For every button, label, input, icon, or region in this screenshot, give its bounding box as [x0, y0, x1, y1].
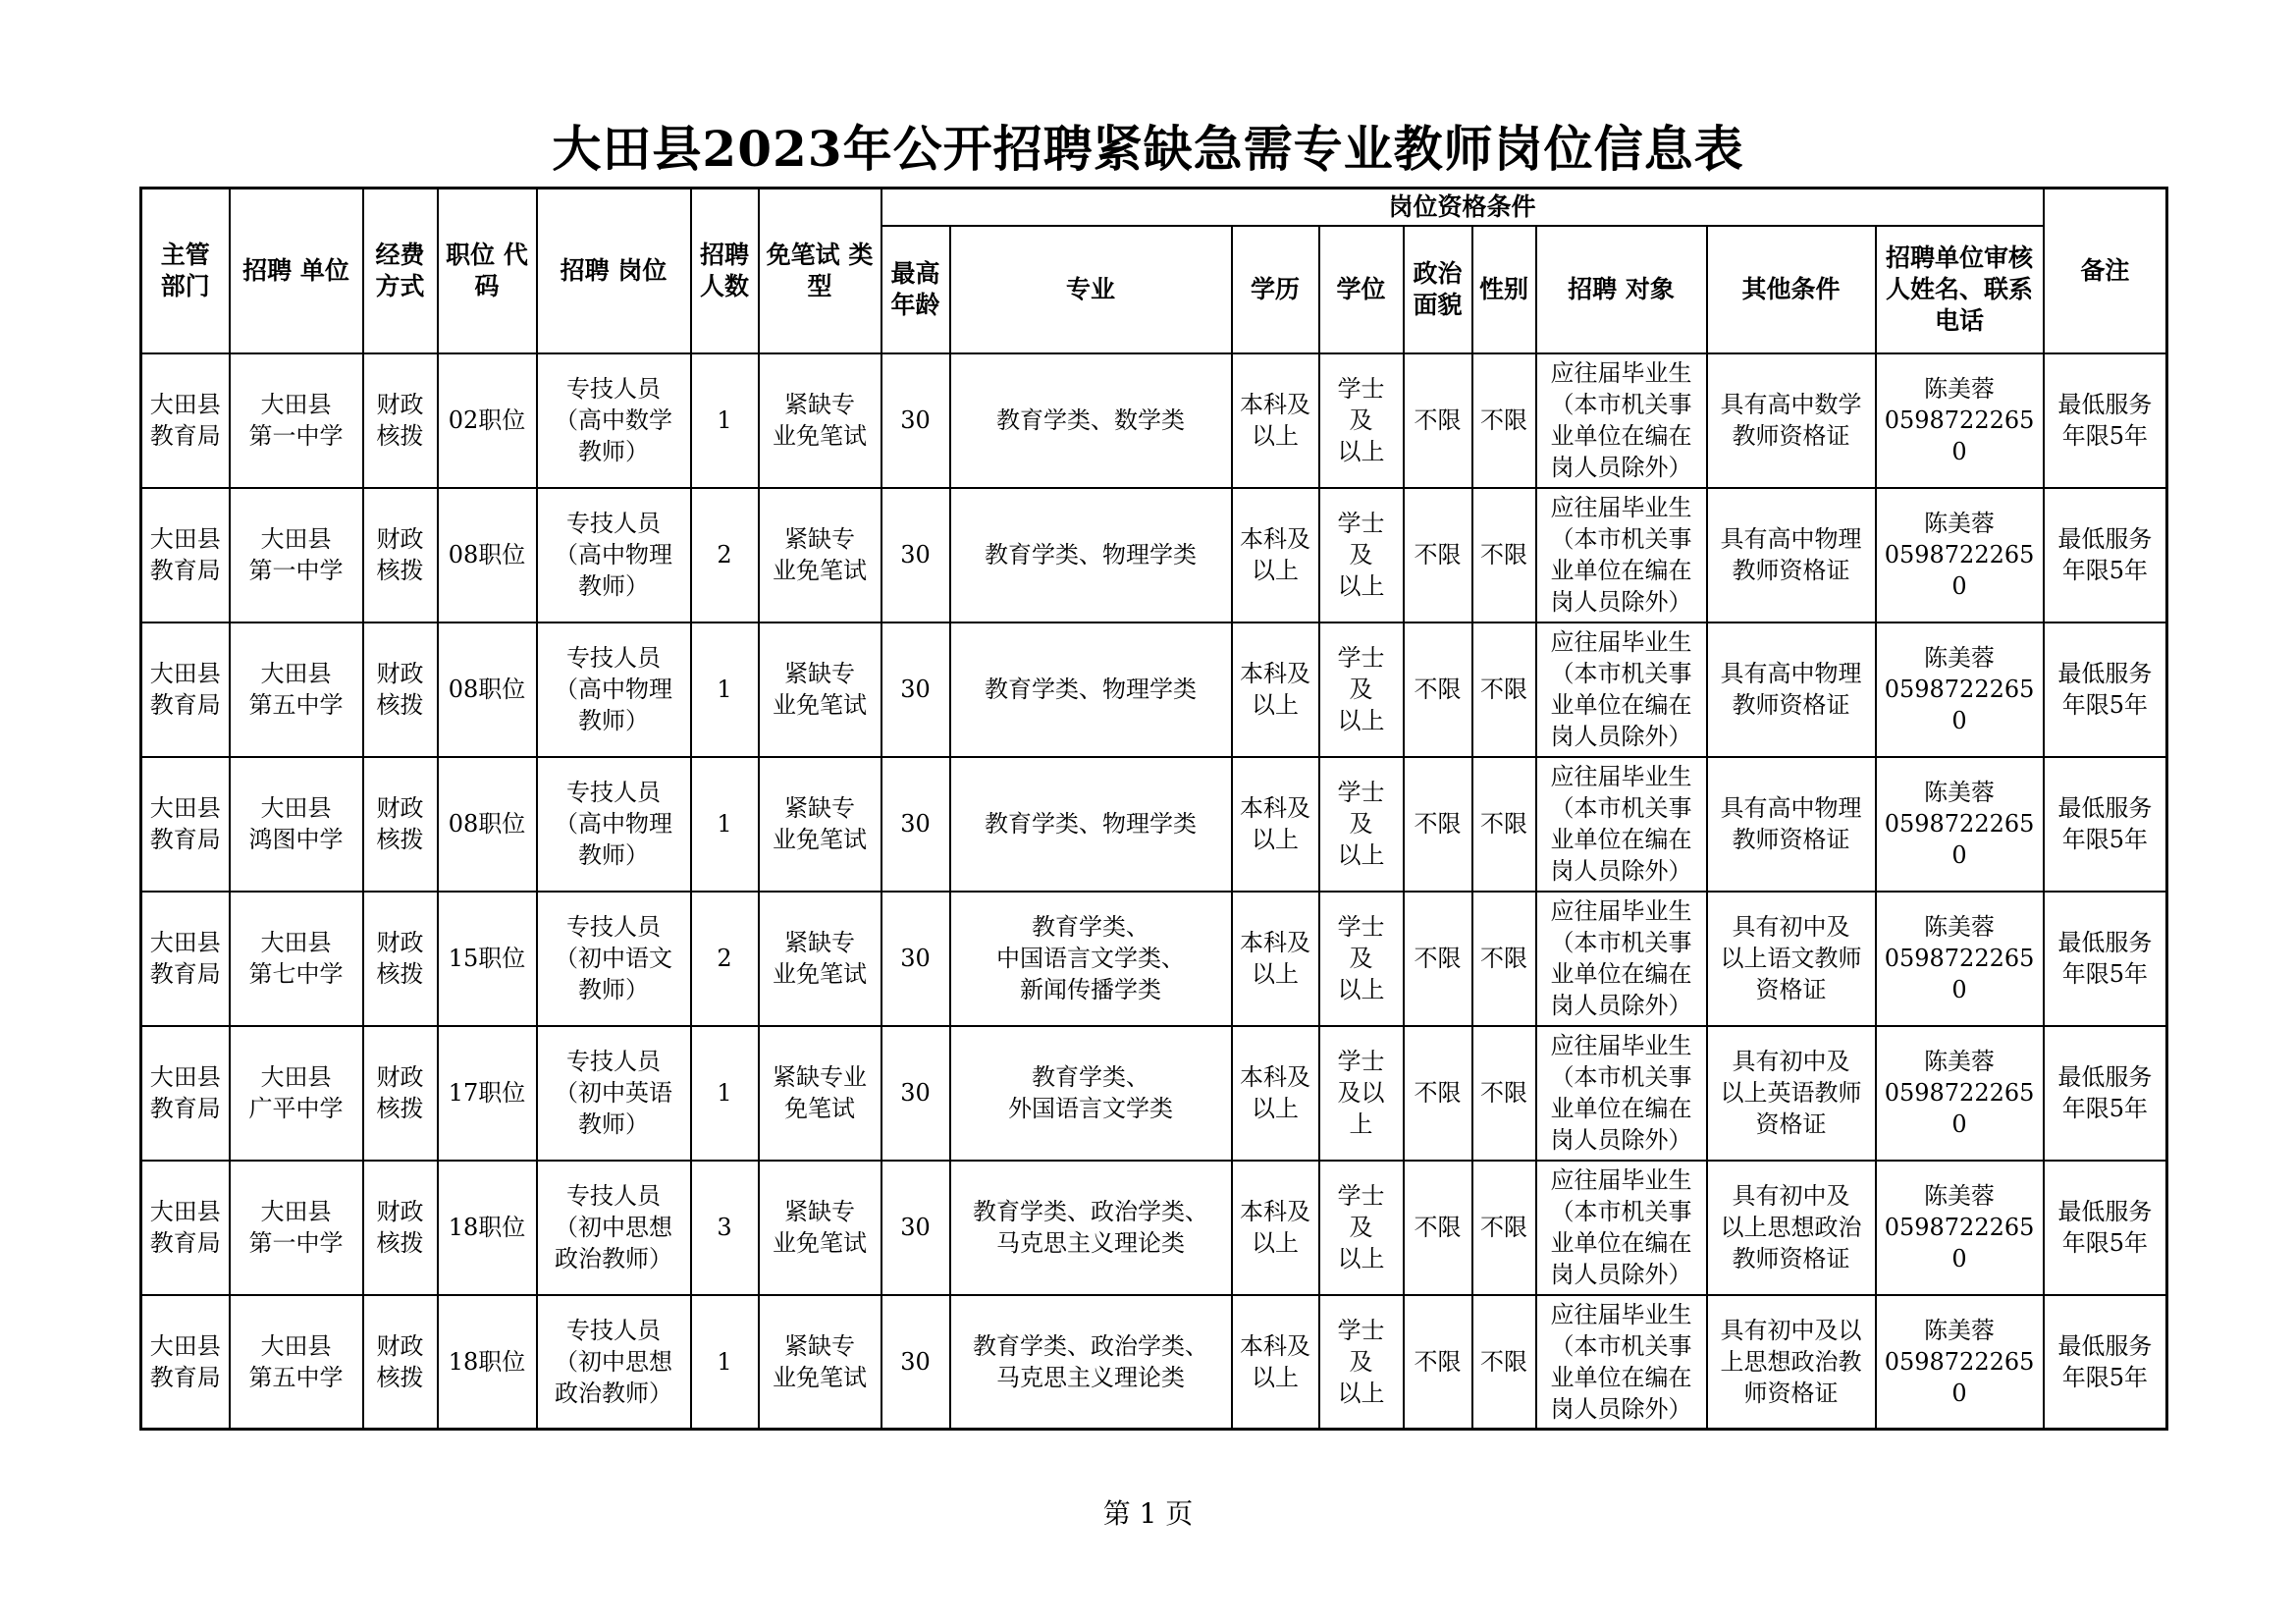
- cell-major: 教育学类、政治学类、 马克思主义理论类: [950, 1161, 1232, 1295]
- cell-degree: 学士 及 以上: [1319, 1295, 1404, 1430]
- cell-count: 1: [691, 1295, 759, 1430]
- cell-exam: 紧缺专 业免笔试: [759, 353, 881, 488]
- cell-remark: 最低服务 年限5年: [2044, 1161, 2167, 1295]
- cell-exam: 紧缺专 业免笔试: [759, 1295, 881, 1430]
- cell-contact: 陈美蓉 05987222650: [1876, 1161, 2044, 1295]
- cell-contact: 陈美蓉 05987222650: [1876, 892, 2044, 1026]
- cell-major: 教育学类、物理学类: [950, 488, 1232, 623]
- cell-education: 本科及 以上: [1232, 757, 1319, 892]
- cell-gender: 不限: [1472, 892, 1536, 1026]
- cell-dept: 大田县 教育局: [141, 623, 230, 757]
- cell-gender: 不限: [1472, 757, 1536, 892]
- cell-position: 专技人员 （高中数学 教师）: [537, 353, 691, 488]
- cell-exam: 紧缺专 业免笔试: [759, 488, 881, 623]
- cell-major: 教育学类、政治学类、 马克思主义理论类: [950, 1295, 1232, 1430]
- cell-age: 30: [881, 488, 950, 623]
- cell-count: 1: [691, 757, 759, 892]
- positions-table: [139, 187, 2168, 1431]
- cell-education: 本科及 以上: [1232, 353, 1319, 488]
- cell-other: 具有高中物理 教师资格证: [1707, 757, 1876, 892]
- cell-dept: 大田县 教育局: [141, 353, 230, 488]
- cell-age: 30: [881, 1295, 950, 1430]
- cell-political: 不限: [1404, 1161, 1472, 1295]
- cell-major: 教育学类、物理学类: [950, 757, 1232, 892]
- cell-code: 08职位: [438, 623, 537, 757]
- cell-remark: 最低服务 年限5年: [2044, 353, 2167, 488]
- cell-count: 1: [691, 623, 759, 757]
- cell-code: 18职位: [438, 1161, 537, 1295]
- cell-remark: 最低服务 年限5年: [2044, 1026, 2167, 1161]
- cell-target: 应往届毕业生 （本市机关事 业单位在编在 岗人员除外）: [1536, 488, 1707, 623]
- col-header-contact: 招聘单位审核 人姓名、联系 电话: [1876, 226, 2044, 353]
- cell-other: 具有初中及以 上思想政治教 师资格证: [1707, 1295, 1876, 1430]
- cell-other: 具有初中及 以上思想政治 教师资格证: [1707, 1161, 1876, 1295]
- table-body: [141, 353, 2167, 1430]
- cell-remark: 最低服务 年限5年: [2044, 757, 2167, 892]
- cell-dept: 大田县 教育局: [141, 892, 230, 1026]
- cell-age: 30: [881, 1026, 950, 1161]
- cell-age: 30: [881, 623, 950, 757]
- cell-remark: 最低服务 年限5年: [2044, 488, 2167, 623]
- cell-funding: 财政 核拨: [363, 892, 438, 1026]
- cell-dept: 大田县 教育局: [141, 1161, 230, 1295]
- cell-target: 应往届毕业生 （本市机关事 业单位在编在 岗人员除外）: [1536, 757, 1707, 892]
- cell-major: 教育学类、数学类: [950, 353, 1232, 488]
- cell-political: 不限: [1404, 353, 1472, 488]
- header-row-1: [141, 189, 2167, 226]
- cell-unit: 大田县 广平中学: [230, 1026, 363, 1161]
- cell-count: 1: [691, 353, 759, 488]
- cell-contact: 陈美蓉 05987222650: [1876, 488, 2044, 623]
- cell-gender: 不限: [1472, 623, 1536, 757]
- cell-contact: 陈美蓉 05987222650: [1876, 623, 2044, 757]
- cell-unit: 大田县 第一中学: [230, 353, 363, 488]
- col-header-age: 最高 年龄: [881, 226, 950, 353]
- col-header-unit: 招聘 单位: [230, 189, 363, 353]
- cell-unit: 大田县 第五中学: [230, 1295, 363, 1430]
- cell-unit: 大田县 第七中学: [230, 892, 363, 1026]
- cell-education: 本科及 以上: [1232, 488, 1319, 623]
- cell-exam: 紧缺专 业免笔试: [759, 623, 881, 757]
- cell-major: 教育学类、物理学类: [950, 623, 1232, 757]
- col-header-position: 招聘 岗位: [537, 189, 691, 353]
- cell-count: 2: [691, 892, 759, 1026]
- cell-degree: 学士 及 以上: [1319, 488, 1404, 623]
- table-row: [141, 623, 2167, 757]
- cell-major: 教育学类、 外国语言文学类: [950, 1026, 1232, 1161]
- col-header-degree: 学位: [1319, 226, 1404, 353]
- cell-count: 3: [691, 1161, 759, 1295]
- col-header-gender: 性别: [1472, 226, 1536, 353]
- cell-political: 不限: [1404, 623, 1472, 757]
- cell-position: 专技人员 （初中英语 教师）: [537, 1026, 691, 1161]
- cell-unit: 大田县 第五中学: [230, 623, 363, 757]
- table-row: [141, 1295, 2167, 1430]
- cell-dept: 大田县 教育局: [141, 757, 230, 892]
- table-row: [141, 1161, 2167, 1295]
- col-header-political: 政治 面貌: [1404, 226, 1472, 353]
- col-header-exam: 免笔试 类型: [759, 189, 881, 353]
- table-row: [141, 488, 2167, 623]
- cell-code: 17职位: [438, 1026, 537, 1161]
- page-number: 第 1 页: [1102, 1497, 1194, 1530]
- cell-remark: 最低服务 年限5年: [2044, 892, 2167, 1026]
- cell-exam: 紧缺专 业免笔试: [759, 892, 881, 1026]
- cell-funding: 财政 核拨: [363, 1161, 438, 1295]
- cell-code: 15职位: [438, 892, 537, 1026]
- cell-funding: 财政 核拨: [363, 1026, 438, 1161]
- cell-code: 02职位: [438, 353, 537, 488]
- cell-unit: 大田县 第一中学: [230, 488, 363, 623]
- cell-degree: 学士 及 以上: [1319, 757, 1404, 892]
- cell-other: 具有高中物理 教师资格证: [1707, 488, 1876, 623]
- cell-gender: 不限: [1472, 353, 1536, 488]
- cell-target: 应往届毕业生 （本市机关事 业单位在编在 岗人员除外）: [1536, 623, 1707, 757]
- cell-contact: 陈美蓉 05987222650: [1876, 353, 2044, 488]
- cell-political: 不限: [1404, 757, 1472, 892]
- col-header-code: 职位 代码: [438, 189, 537, 353]
- cell-education: 本科及 以上: [1232, 1295, 1319, 1430]
- col-header-dept: 主管 部门: [141, 189, 230, 353]
- cell-target: 应往届毕业生 （本市机关事 业单位在编在 岗人员除外）: [1536, 1161, 1707, 1295]
- cell-funding: 财政 核拨: [363, 1295, 438, 1430]
- cell-unit: 大田县 第一中学: [230, 1161, 363, 1295]
- document-title: 大田县2023年公开招聘紧缺急需专业教师岗位信息表: [552, 120, 1744, 178]
- cell-age: 30: [881, 892, 950, 1026]
- cell-gender: 不限: [1472, 488, 1536, 623]
- cell-gender: 不限: [1472, 1295, 1536, 1430]
- cell-unit: 大田县 鸿图中学: [230, 757, 363, 892]
- col-header-target: 招聘 对象: [1536, 226, 1707, 353]
- table-row: [141, 353, 2167, 488]
- cell-position: 专技人员 （初中思想 政治教师）: [537, 1161, 691, 1295]
- cell-political: 不限: [1404, 892, 1472, 1026]
- cell-remark: 最低服务 年限5年: [2044, 1295, 2167, 1430]
- cell-exam: 紧缺专 业免笔试: [759, 1161, 881, 1295]
- cell-education: 本科及 以上: [1232, 1026, 1319, 1161]
- cell-count: 1: [691, 1026, 759, 1161]
- table-row: [141, 757, 2167, 892]
- col-header-education: 学历: [1232, 226, 1319, 353]
- col-header-major: 专业: [950, 226, 1232, 353]
- cell-gender: 不限: [1472, 1026, 1536, 1161]
- table-row: [141, 892, 2167, 1026]
- cell-exam: 紧缺专 业免笔试: [759, 757, 881, 892]
- cell-political: 不限: [1404, 1295, 1472, 1430]
- cell-contact: 陈美蓉 05987222650: [1876, 1026, 2044, 1161]
- col-header-funding: 经费 方式: [363, 189, 438, 353]
- cell-exam: 紧缺专业 免笔试: [759, 1026, 881, 1161]
- col-header-remark: 备注: [2044, 189, 2167, 353]
- cell-code: 08职位: [438, 757, 537, 892]
- cell-education: 本科及 以上: [1232, 623, 1319, 757]
- cell-age: 30: [881, 353, 950, 488]
- cell-target: 应往届毕业生 （本市机关事 业单位在编在 岗人员除外）: [1536, 1026, 1707, 1161]
- cell-degree: 学士 及 以上: [1319, 623, 1404, 757]
- cell-dept: 大田县 教育局: [141, 488, 230, 623]
- cell-target: 应往届毕业生 （本市机关事 业单位在编在 岗人员除外）: [1536, 1295, 1707, 1430]
- cell-dept: 大田县 教育局: [141, 1026, 230, 1161]
- cell-position: 专技人员 （初中语文 教师）: [537, 892, 691, 1026]
- cell-dept: 大田县 教育局: [141, 1295, 230, 1430]
- cell-gender: 不限: [1472, 1161, 1536, 1295]
- cell-age: 30: [881, 1161, 950, 1295]
- cell-count: 2: [691, 488, 759, 623]
- cell-code: 18职位: [438, 1295, 537, 1430]
- cell-position: 专技人员 （高中物理 教师）: [537, 623, 691, 757]
- col-header-other: 其他条件: [1707, 226, 1876, 353]
- cell-education: 本科及 以上: [1232, 1161, 1319, 1295]
- cell-education: 本科及 以上: [1232, 892, 1319, 1026]
- cell-degree: 学士 及 以上: [1319, 353, 1404, 488]
- cell-degree: 学士 及 以上: [1319, 892, 1404, 1026]
- cell-political: 不限: [1404, 488, 1472, 623]
- cell-degree: 学士 及 以上: [1319, 1161, 1404, 1295]
- col-header-count: 招聘 人数: [691, 189, 759, 353]
- cell-other: 具有高中数学 教师资格证: [1707, 353, 1876, 488]
- cell-contact: 陈美蓉 05987222650: [1876, 1295, 2044, 1430]
- cell-position: 专技人员 （高中物理 教师）: [537, 757, 691, 892]
- cell-position: 专技人员 （初中思想 政治教师）: [537, 1295, 691, 1430]
- cell-degree: 学士 及以 上: [1319, 1026, 1404, 1161]
- cell-contact: 陈美蓉 05987222650: [1876, 757, 2044, 892]
- cell-code: 08职位: [438, 488, 537, 623]
- cell-funding: 财政 核拨: [363, 757, 438, 892]
- cell-remark: 最低服务 年限5年: [2044, 623, 2167, 757]
- cell-other: 具有初中及 以上语文教师 资格证: [1707, 892, 1876, 1026]
- cell-funding: 财政 核拨: [363, 353, 438, 488]
- cell-other: 具有高中物理 教师资格证: [1707, 623, 1876, 757]
- cell-major: 教育学类、 中国语言文学类、 新闻传播学类: [950, 892, 1232, 1026]
- cell-age: 30: [881, 757, 950, 892]
- cell-position: 专技人员 （高中物理 教师）: [537, 488, 691, 623]
- col-header-qualifications: 岗位资格条件: [881, 189, 2044, 226]
- cell-target: 应往届毕业生 （本市机关事 业单位在编在 岗人员除外）: [1536, 892, 1707, 1026]
- cell-funding: 财政 核拨: [363, 488, 438, 623]
- cell-other: 具有初中及 以上英语教师 资格证: [1707, 1026, 1876, 1161]
- cell-target: 应往届毕业生 （本市机关事 业单位在编在 岗人员除外）: [1536, 353, 1707, 488]
- table-row: [141, 1026, 2167, 1161]
- cell-political: 不限: [1404, 1026, 1472, 1161]
- cell-funding: 财政 核拨: [363, 623, 438, 757]
